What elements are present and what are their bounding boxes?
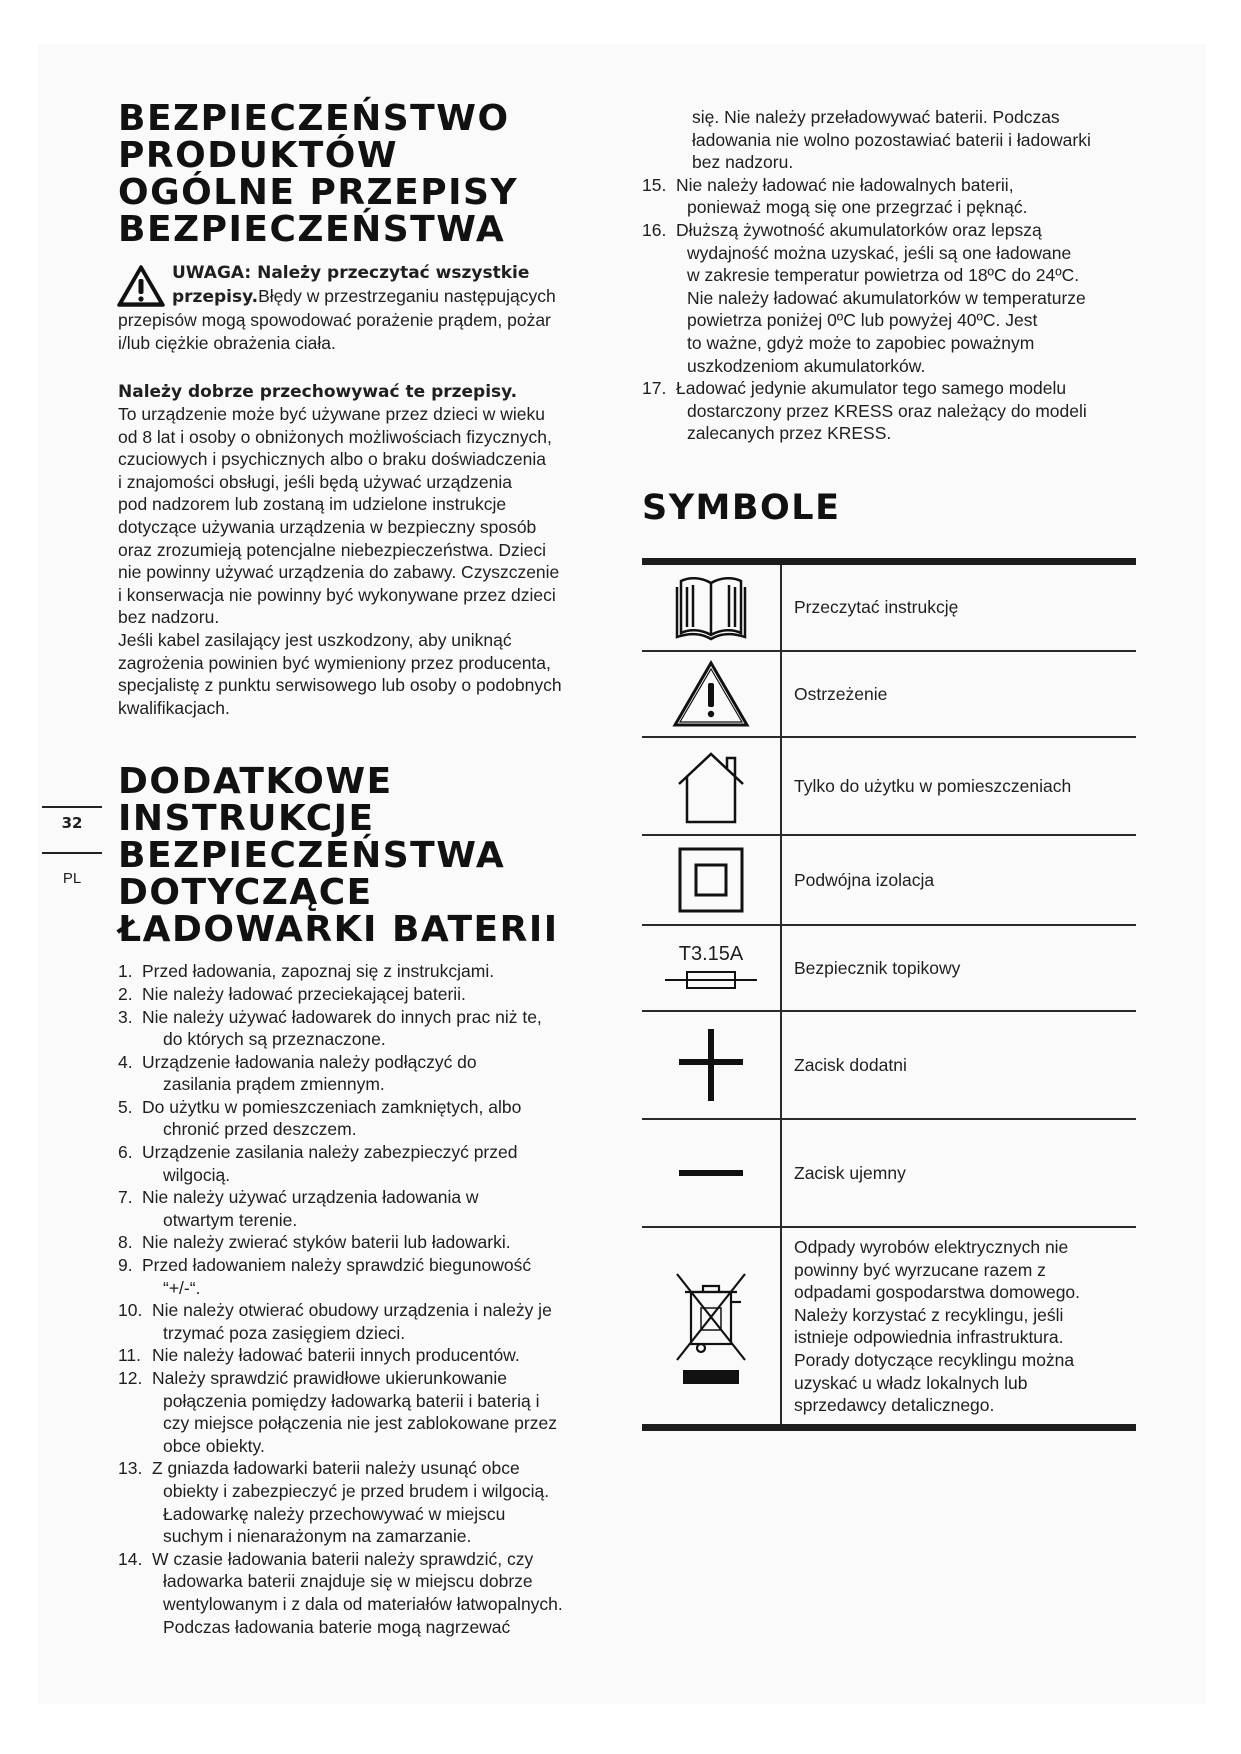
text-line: odpadami gospodarstwa domowego. xyxy=(794,1282,1081,1303)
list-item xyxy=(118,1299,618,1344)
warning-text: przepisów mogą spowodować porażenie prądem, pożar xyxy=(118,310,551,330)
house-icon xyxy=(671,746,751,826)
text-line: kwalifikacjach. xyxy=(118,697,230,718)
list-item xyxy=(118,1006,618,1051)
list-item-number: 1. xyxy=(118,961,133,982)
symbols-title: SYMBOLE xyxy=(642,488,841,528)
section-title-safety xyxy=(118,100,618,248)
warning-block xyxy=(118,262,618,355)
title-line: BEZPIECZEŃSTWA xyxy=(118,835,506,877)
symbol-icon-cell xyxy=(642,926,782,1010)
list-item-line: ponieważ mogą się one przegrzać i pęknąć. xyxy=(687,197,1028,218)
list-item xyxy=(118,960,618,983)
text-line: od 8 lat i osoby o obniżonych możliwościach fizycznych, xyxy=(118,426,552,447)
symbol-row xyxy=(642,738,1136,836)
list-item-number: 13. xyxy=(118,1458,143,1479)
title-line: DODATKOWE xyxy=(118,761,393,803)
list-item-line: uszkodzeniom akumulatorków. xyxy=(687,355,926,376)
symbol-row xyxy=(642,1120,1136,1228)
list-item xyxy=(118,1186,618,1231)
text-line: oraz zrozumieją potencjalne niebezpieczeństwa. Dzieci xyxy=(118,539,546,560)
fuse-icon xyxy=(661,966,761,994)
list-item-number: 5. xyxy=(118,1096,133,1117)
text-line: dotyczące używania urządzenia w bezpieczny sposób xyxy=(118,516,537,537)
double-insulation-icon xyxy=(676,845,746,915)
text-line: Odpady wyrobów elektrycznych nie xyxy=(794,1237,1069,1257)
symbol-description: Zacisk ujemny xyxy=(794,1162,906,1183)
list-item-line: Nie należy ładować nie ładowalnych baterii, xyxy=(676,174,1014,195)
symbol-row xyxy=(642,1012,1136,1120)
symbol-row xyxy=(642,652,1136,738)
text-line: pod nadzorem lub zostaną im udzielone instrukcje xyxy=(118,494,507,515)
text-line: To urządzenie może być używane przez dzieci w wieku xyxy=(118,404,545,424)
title-line: INSTRUKCJE xyxy=(118,798,375,840)
list-item-number: 8. xyxy=(118,1232,133,1253)
text-line: i znajomości obsługi, jeśli będą używać urządzenia xyxy=(118,471,512,492)
text-line: czuciowych i psychicznych albo o braku doświadczenia xyxy=(118,449,546,470)
list-item-line: Ładować jedynie akumulator tego samego modelu xyxy=(676,378,1067,399)
symbol-description: Ostrzeżenie xyxy=(794,683,888,704)
symbol-icon-cell xyxy=(642,652,782,736)
symbol-icon-cell xyxy=(642,836,782,924)
list-item-line: Nie należy ładować akumulatorków w temperaturze xyxy=(687,287,1086,308)
list-item xyxy=(118,1548,618,1638)
list-item-line: Przed ładowania, zapoznaj się z instrukcjami. xyxy=(142,961,495,982)
list-item-number: 12. xyxy=(118,1368,143,1388)
warning-heading-cont: przepisy. xyxy=(172,287,259,307)
list-item xyxy=(118,1254,618,1299)
list-item-line: połączenia pomiędzy ładowarką baterii i baterią i xyxy=(163,1390,540,1411)
text-line: i konserwacja nie powinny być wykonywane przez dzieci xyxy=(118,584,556,605)
symbol-icon-cell xyxy=(642,565,782,650)
symbols-section xyxy=(642,490,1136,527)
text-line: zagrożenia powinien być wymieniony przez producenta, xyxy=(118,652,551,673)
symbol-row xyxy=(642,926,1136,1012)
title-line: BEZPIECZEŃSTWA xyxy=(118,209,506,250)
list-item-line: wilgocią. xyxy=(163,1164,231,1185)
list-item xyxy=(118,1457,618,1547)
list-item xyxy=(642,377,1138,445)
minus-icon xyxy=(676,1163,746,1183)
page-number: 32 xyxy=(61,814,83,832)
table-top-rule xyxy=(642,558,1136,565)
list-item-line: zalecanych przez KRESS. xyxy=(687,423,892,444)
symbol-icon-cell xyxy=(642,1012,782,1118)
list-item-line: trzymać poza zasięgiem dzieci. xyxy=(163,1322,406,1343)
list-item xyxy=(642,219,1138,377)
list-item-line: czy miejsce połączenia nie jest zablokowane przez xyxy=(163,1413,557,1434)
list-item-line: W czasie ładowania baterii należy sprawdzić, czy xyxy=(152,1548,534,1569)
symbol-description-weee xyxy=(782,1228,1136,1424)
right-column xyxy=(642,106,1138,445)
list-item-line: to ważne, gdyż może to zapobiec poważnym xyxy=(687,332,1035,353)
list-item-line: Do użytku w pomieszczeniach zamkniętych, albo xyxy=(142,1096,522,1117)
list-item-line: ładowarka baterii znajduje się w miejscu dobrze xyxy=(163,1571,533,1592)
symbol-description: Bezpiecznik topikowy xyxy=(794,957,961,978)
text-line: ładowania nie wolno pozostawiać baterii i ładowarki xyxy=(692,129,1091,150)
list-item-number: 2. xyxy=(118,983,133,1004)
symbols-table xyxy=(642,558,1136,1431)
keep-instructions-heading: Należy dobrze przechowywać te przepisy. xyxy=(118,382,518,402)
text-line: uzyskać u władz lokalnych lub xyxy=(794,1372,1028,1393)
list-item-line: Nie należy ładować przeciekającej baterii. xyxy=(142,983,466,1004)
symbol-description: Zacisk dodatni xyxy=(794,1054,907,1075)
symbol-description: Przeczytać instrukcję xyxy=(794,597,959,618)
list-item-line: “+/-“. xyxy=(163,1277,201,1298)
title-line: DOTYCZĄCE xyxy=(118,872,373,914)
list-item-line: Z gniazda ładowarki baterii należy usunąć obce xyxy=(152,1458,520,1479)
list-item-line: Urządzenie ładowania należy podłączyć do xyxy=(142,1051,477,1072)
list-item-number: 11. xyxy=(118,1345,142,1366)
text-line: bez nadzoru. xyxy=(692,152,794,173)
page-number-rule-top xyxy=(42,806,102,808)
fuse-label: T3.15A xyxy=(678,943,744,965)
symbol-icon-cell xyxy=(642,1228,782,1424)
list-item-line: w zakresie temperatur powietrza od 18ºC do 24ºC. xyxy=(687,265,1080,286)
list-item xyxy=(118,983,618,1006)
list-item xyxy=(642,174,1138,219)
list-item-number: 3. xyxy=(118,1006,133,1027)
symbol-row xyxy=(642,836,1136,926)
text-line: Należy korzystać z recyklingu, jeśli xyxy=(794,1304,1064,1325)
title-line: OGÓLNE PRZEPISY xyxy=(118,172,519,213)
symbol-icon-cell xyxy=(642,738,782,834)
list-item-line: suchym i nienarażonym na zamarzanie. xyxy=(163,1526,472,1547)
list-item-line: do których są przeznaczone. xyxy=(163,1029,386,1050)
text-line: Porady dotyczące recyklingu można xyxy=(794,1349,1075,1370)
plus-icon xyxy=(676,1025,746,1105)
warning-triangle-icon xyxy=(116,264,166,308)
list-item-line: Należy sprawdzić prawidłowe ukierunkowanie xyxy=(152,1368,508,1388)
list-item-line: wentylowanym i z dala od materiałów łatwopalnych. xyxy=(163,1593,563,1614)
charger-instructions-list-cont xyxy=(642,174,1138,445)
list-item-line: obce obiekty. xyxy=(163,1435,265,1456)
text-line: powinny być wyrzucane razem z xyxy=(794,1259,1046,1280)
list-item-line: Przed ładowaniem należy sprawdzić biegunowość xyxy=(142,1255,532,1276)
list-item-number: 17. xyxy=(642,378,667,399)
list-item xyxy=(118,1367,618,1457)
title-line: BEZPIECZEŃSTWO xyxy=(118,98,510,139)
title-line: ŁADOWARKI BATERII xyxy=(118,909,559,951)
book-icon xyxy=(671,573,751,643)
list-item-line: Nie należy używać urządzenia ładowania w xyxy=(142,1187,479,1208)
list-item-line: Nie należy zwierać styków baterii lub ładowarki. xyxy=(142,1232,511,1253)
warning-triangle-icon xyxy=(671,659,751,729)
symbol-icon-cell xyxy=(642,1120,782,1226)
list-item-line: wydajność można uzyskać, jeśli są one ładowane xyxy=(687,242,1072,263)
weee-bin-icon xyxy=(671,1266,751,1386)
list-item-line: Urządzenie zasilania należy zabezpieczyć przed xyxy=(142,1142,518,1163)
symbol-description: Tylko do użytku w pomieszczeniach xyxy=(794,775,1072,796)
text-line: bez nadzoru. xyxy=(118,607,220,628)
symbol-description: Podwójna izolacja xyxy=(794,869,935,890)
list-item xyxy=(118,1096,618,1141)
list-item-number: 16. xyxy=(642,219,667,240)
children-paragraph xyxy=(118,403,618,719)
text-line: specjalistę z punktu serwisowego lub osoby o podobnych xyxy=(118,675,562,696)
list-item-line: obiekty i zabezpieczyć je przed brudem i wilgocią. xyxy=(163,1480,550,1501)
text-line: istnieje odpowiednia infrastruktura. xyxy=(794,1327,1064,1348)
section-title-charger xyxy=(118,761,618,951)
list-item-line: powietrza poniżej 0ºC lub powyżej 40ºC. Jest xyxy=(687,310,1038,331)
warning-text: Błędy w przestrzeganiu następujących xyxy=(258,286,556,306)
list-item-number: 15. xyxy=(642,174,667,195)
list-item-line: Podczas ładowania baterie mogą nagrzewać xyxy=(163,1616,511,1637)
title-line: PRODUKTÓW xyxy=(118,135,399,176)
list-item-number: 9. xyxy=(118,1255,133,1276)
charger-instructions-list xyxy=(118,960,618,1638)
list-item-line: dostarczony przez KRESS oraz należący do modeli xyxy=(687,400,1087,421)
symbol-row xyxy=(642,565,1136,652)
warning-text: i/lub ciężkie obrażenia ciała. xyxy=(118,333,336,353)
left-column xyxy=(118,100,618,1638)
list-item-number: 14. xyxy=(118,1548,143,1569)
list-item xyxy=(118,1051,618,1096)
symbol-row xyxy=(642,1228,1136,1431)
text-line: Jeśli kabel zasilający jest uszkodzony, aby uniknąć xyxy=(118,629,512,650)
text-line: się. Nie należy przeładowywać baterii. Podczas xyxy=(692,107,1060,127)
list-item-line: chronić przed deszczem. xyxy=(163,1119,357,1140)
list-item-line: Nie należy używać ładowarek do innych prac niż te, xyxy=(142,1006,542,1027)
list-item-number: 7. xyxy=(118,1187,133,1208)
list-item-line: Ładowarkę należy przechowywać w miejscu xyxy=(163,1503,506,1524)
list-item-number: 6. xyxy=(118,1142,133,1163)
list-item xyxy=(118,1231,618,1254)
warning-heading: UWAGA: Należy przeczytać wszystkie xyxy=(172,263,530,283)
list-item-line: otwartym terenie. xyxy=(163,1209,298,1230)
list-item xyxy=(118,1141,618,1186)
list-item-line: Nie należy otwierać obudowy urządzenia i należy je xyxy=(152,1300,552,1321)
list-item-line: zasilania prądem zmiennym. xyxy=(163,1074,385,1095)
page-number-rule-bottom xyxy=(42,852,102,854)
list-item xyxy=(118,1344,618,1367)
continued-paragraph xyxy=(642,106,1138,174)
text-line: sprzedawcy detalicznego. xyxy=(794,1395,995,1416)
language-code: PL xyxy=(62,870,82,887)
list-item-line: Nie należy ładować baterii innych producentów. xyxy=(152,1345,520,1366)
text-line: nie powinny używać urządzenia do zabawy. Czyszczenie xyxy=(118,562,560,583)
list-item-number: 4. xyxy=(118,1051,133,1072)
list-item-number: 10. xyxy=(118,1300,143,1321)
list-item-line: Dłuższą żywotność akumulatorków oraz lepszą xyxy=(676,219,1042,240)
